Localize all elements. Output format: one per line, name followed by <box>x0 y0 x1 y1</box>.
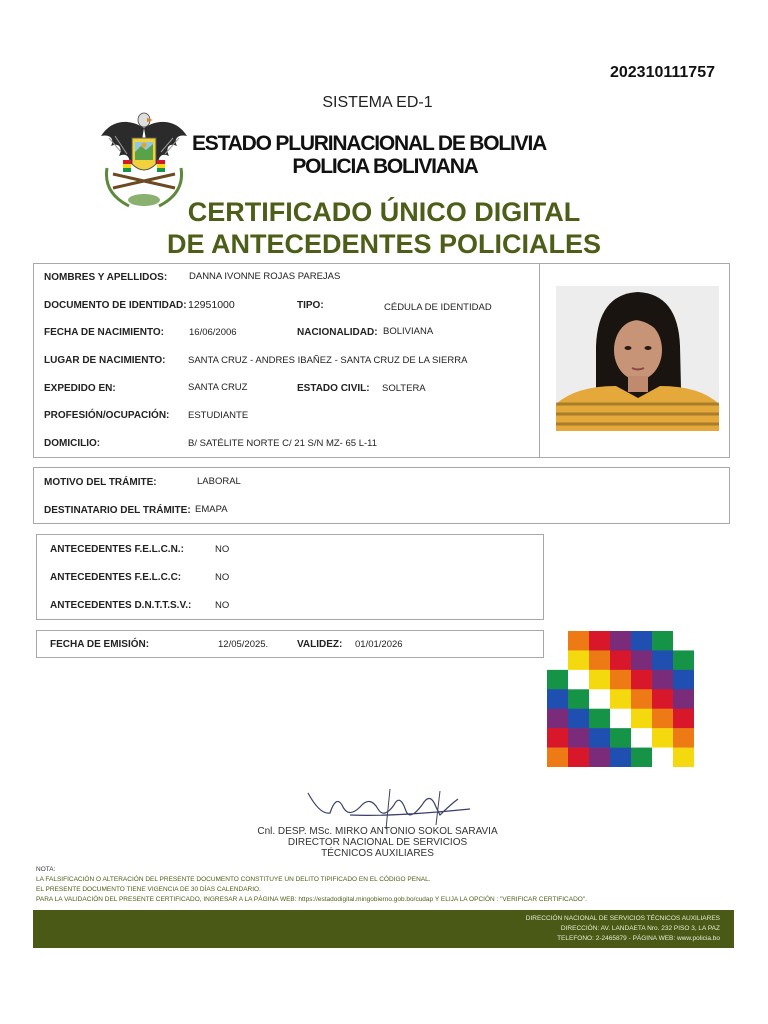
id-number: 12951000 <box>188 299 235 311</box>
wiphala-square <box>547 689 568 709</box>
wiphala-square <box>652 728 673 748</box>
system-name: SISTEMA ED-1 <box>322 94 433 111</box>
name-label: NOMBRES Y APELLIDOS: <box>44 272 168 283</box>
felcc-label: ANTECEDENTES F.E.L.C.C: <box>50 572 182 583</box>
validity-label: VALIDEZ: <box>297 639 343 650</box>
wiphala-square <box>589 631 610 651</box>
wiphala-square <box>610 650 631 670</box>
footer-bar <box>33 910 734 948</box>
emission-date: 12/05/2025. <box>218 639 269 650</box>
recipient-label: DESTINATARIO DEL TRÁMITE: <box>44 505 191 516</box>
wiphala-square <box>673 748 694 767</box>
wiphala-square <box>652 650 673 670</box>
wiphala-square <box>610 748 631 767</box>
address: B/ SATÉLITE NORTE C/ 21 S/N MZ- 65 L-11 <box>188 438 377 449</box>
felcn-value: NO <box>215 544 230 555</box>
validity-date: 01/01/2026 <box>355 639 403 650</box>
wiphala-square <box>589 689 610 709</box>
footer-line-2: DIRECCIÓN: AV. LANDAETA Nro. 232 PISO 3, LA PAZ <box>560 925 720 932</box>
wiphala-square <box>568 728 589 748</box>
signer-name: Cnl. DESP. MSc. MIRKO ANTONIO SOKOL SARAVIA <box>257 826 498 837</box>
note-line-1: LA FALSIFICACIÓN O ALTERACIÓN DEL PRESENTE DOCUMENTO CONSTITUYE UN DELITO TIPIFICADO EN EL CÓDIGO PENAL. <box>36 876 431 883</box>
document-type: CÉDULA DE IDENTIDAD <box>384 302 492 313</box>
wiphala-square <box>589 650 610 670</box>
wiphala-square <box>631 689 652 709</box>
emission-date-label: FECHA DE EMISIÓN: <box>50 639 150 650</box>
signer-title-1: DIRECTOR NACIONAL DE SERVICIOS <box>287 837 468 848</box>
address-label: DOMICILIO: <box>44 438 101 449</box>
note-line-2: EL PRESENTE DOCUMENTO TIENE VIGENCIA DE 30 DÍAS CALENDARIO. <box>36 886 261 893</box>
occupation-label: PROFESIÓN/OCUPACIÓN: <box>44 410 170 421</box>
wiphala-square <box>589 709 610 729</box>
wiphala-square <box>547 670 568 690</box>
reason: LABORAL <box>197 476 241 487</box>
wiphala-flag <box>547 631 694 767</box>
wiphala-square <box>631 670 652 690</box>
note-line-3: PARA LA VALIDACIÓN DEL PRESENTE CERTIFICADO, INGRESAR A LA PÁGINA WEB: https://estadodigital.mingobierno.gob.bo/cudap Y ELIJA LA OPCIÓN : "VERIFICAR CERTIFICADO". <box>36 896 587 903</box>
wiphala-square <box>673 689 694 709</box>
wiphala-square <box>547 728 568 748</box>
nationality: BOLIVIANA <box>383 326 434 337</box>
wiphala-square <box>652 709 673 729</box>
birth-date: 16/06/2006 <box>189 327 237 338</box>
wiphala-square <box>631 728 652 748</box>
civil-status: SOLTERA <box>382 383 426 394</box>
certificate-number: 202310111757 <box>609 64 715 81</box>
reason-label: MOTIVO DEL TRÁMITE: <box>44 477 157 488</box>
wiphala-square <box>610 728 631 748</box>
wiphala-square <box>673 728 694 748</box>
birth-date-label: FECHA DE NACIMIENTO: <box>44 327 164 338</box>
wiphala-square <box>610 689 631 709</box>
wiphala-square <box>547 748 568 767</box>
wiphala-square <box>589 748 610 767</box>
dnttsv-label: ANTECEDENTES D.N.T.T.S.V.: <box>50 600 192 611</box>
felcn-label: ANTECEDENTES F.E.L.C.N.: <box>50 544 184 555</box>
birth-place-label: LUGAR DE NACIMIENTO: <box>44 355 166 366</box>
document-title <box>0 196 768 260</box>
occupation: ESTUDIANTE <box>188 410 249 421</box>
id-label: DOCUMENTO DE IDENTIDAD: <box>44 300 187 311</box>
dnttsv-value: NO <box>215 600 230 611</box>
title-line-2: DE ANTECEDENTES POLICIALES <box>166 229 602 259</box>
wiphala-square <box>673 650 694 670</box>
wiphala-square <box>673 631 694 651</box>
wiphala-square <box>631 631 652 651</box>
wiphala-square <box>568 650 589 670</box>
wiphala-square <box>610 670 631 690</box>
id-photo <box>556 286 719 431</box>
signer-title-2: TÉCNICOS AUXILIARES <box>321 848 434 859</box>
issued-in: SANTA CRUZ <box>188 382 248 393</box>
wiphala-square <box>568 748 589 767</box>
wiphala-square <box>652 631 673 651</box>
recipient: EMAPA <box>195 504 228 515</box>
institution-name: POLICIA BOLIVIANA <box>292 155 478 178</box>
issued-label: EXPEDIDO EN: <box>44 383 116 394</box>
wiphala-square <box>673 709 694 729</box>
wiphala-square <box>589 728 610 748</box>
wiphala-square <box>631 748 652 767</box>
wiphala-square <box>568 689 589 709</box>
wiphala-square <box>568 709 589 729</box>
type-label: TIPO: <box>297 300 324 311</box>
wiphala-square <box>568 670 589 690</box>
birth-place: SANTA CRUZ - ANDRES IBAÑEZ - SANTA CRUZ DE LA SIERRA <box>188 355 468 366</box>
wiphala-square <box>547 650 568 670</box>
wiphala-square <box>568 631 589 651</box>
footer-line-3: TELEFONO: 2-2465879 - PÁGINA WEB: www.policia.bo <box>557 935 720 942</box>
wiphala-square <box>652 748 673 767</box>
state-name: ESTADO PLURINACIONAL DE BOLIVIA <box>192 132 547 155</box>
note-heading: NOTA: <box>36 866 56 873</box>
wiphala-square <box>547 709 568 729</box>
footer-line-1: DIRECCIÓN NACIONAL DE SERVICIOS TÉCNICOS AUXILIARES <box>525 915 720 922</box>
wiphala-square <box>610 709 631 729</box>
wiphala-square <box>631 709 652 729</box>
nationality-label: NACIONALIDAD: <box>297 327 378 338</box>
wiphala-square <box>652 670 673 690</box>
wiphala-square <box>652 689 673 709</box>
wiphala-square <box>589 670 610 690</box>
wiphala-square <box>673 670 694 690</box>
wiphala-square <box>610 631 631 651</box>
wiphala-square <box>631 650 652 670</box>
felcc-value: NO <box>215 572 230 583</box>
civil-status-label: ESTADO CIVIL: <box>297 383 370 394</box>
title-line-1: CERTIFICADO ÚNICO DIGITAL <box>187 197 581 227</box>
full-name: DANNA IVONNE ROJAS PAREJAS <box>189 271 341 282</box>
